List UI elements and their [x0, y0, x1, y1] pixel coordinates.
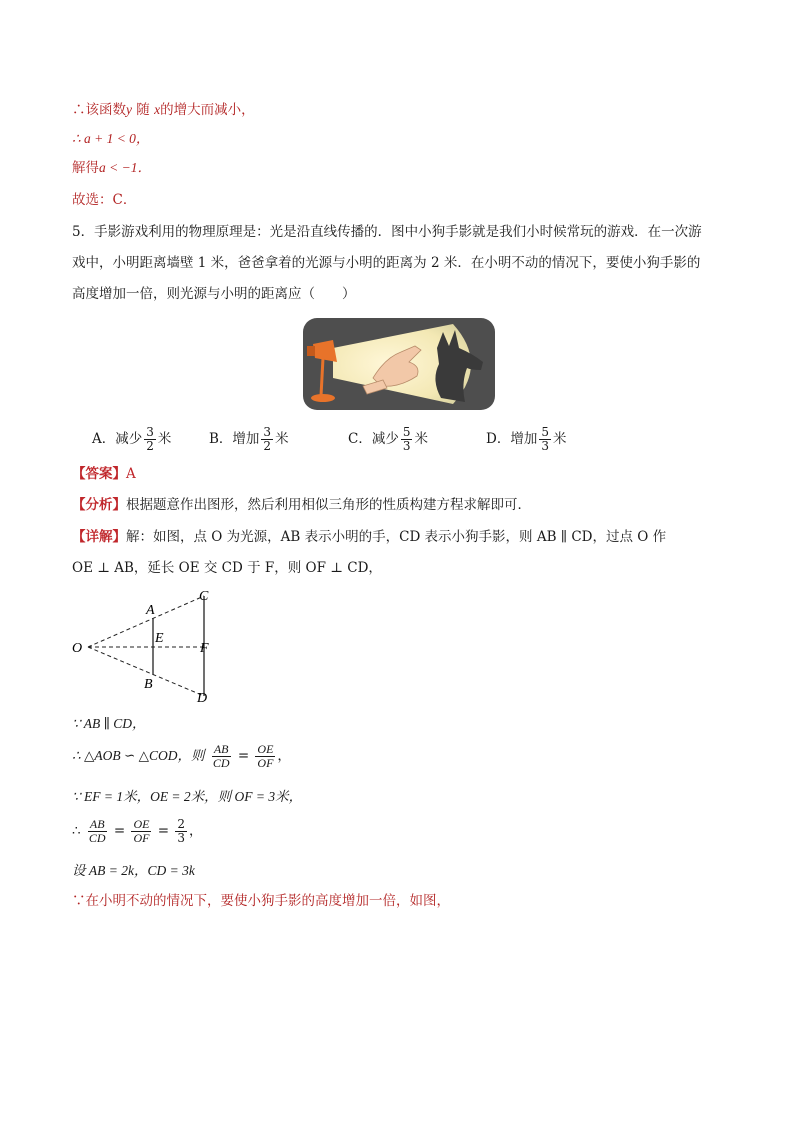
- prev-line-2: ∴ a + 1 < 0，: [72, 131, 150, 146]
- option-c[interactable]: C．减少 $\frac{5}{3}$ 米: [348, 425, 428, 453]
- label-o: O: [72, 641, 83, 656]
- option-b[interactable]: B．增加 $\frac{3}{2}$ 米: [209, 425, 289, 453]
- option-a[interactable]: A．减少 $\frac{3}{2}$ 米: [92, 425, 172, 453]
- label-f: F: [200, 641, 209, 656]
- answer-line: 【答案】A: [72, 466, 136, 482]
- step-5: 设 AB = 2k，CD = 3k: [72, 863, 195, 878]
- similar-triangles-diagram: [68, 586, 228, 706]
- question-line-1: 5．手影游戏利用的物理原理是：光是沿直线传播的．图中小狗手影就是我们小时候常玩的游戏．在一次游: [72, 224, 702, 240]
- step-1: ∵ AB ∥ CD，: [72, 716, 146, 731]
- step-2: ∴ △AOB ∽ △COD，则 $\frac{AB}{CD}$ = $\frac{OE}{OF}$ ，: [72, 742, 291, 770]
- lamp-base: [311, 394, 335, 402]
- option-d[interactable]: D．增加 $\frac{5}{3}$ 米: [486, 425, 567, 453]
- lamp-stand: [321, 358, 323, 396]
- prev-line-3: 解得a < −1．: [72, 160, 151, 176]
- question-line-3: 高度增加一倍，则光源与小明的距离应（ ）: [72, 286, 356, 302]
- label-e: E: [155, 631, 164, 646]
- detail-line-1: 【详解】解：如图，点 O 为光源，AB 表示小明的手，CD 表示小狗手影，则 AB ∥ CD，过点 O 作: [72, 529, 667, 545]
- step-3: ∵ EF = 1米，OE = 2米，则 OF = 3米，: [72, 789, 303, 804]
- detail-line-2: OE ⊥ AB，延长 OE 交 CD 于 F，则 OF ⊥ CD，: [72, 560, 382, 576]
- prev-line-1: ∴该函数y 随 x的增大而减小，: [72, 102, 255, 118]
- step-6: ∵在小明不动的情况下，要使小狗手影的高度增加一倍，如图，: [72, 893, 450, 909]
- shadow-play-illustration: [303, 318, 495, 410]
- step-4: ∴ $\frac{AB}{CD}$ = $\frac{OE}{OF}$ = $\frac{2}{3}$ ，: [72, 817, 203, 845]
- question-line-2: 戏中，小明距离墙壁 1 米，爸爸拿着的光源与小明的距离为 2 米．在小明不动的情况下，要使小狗手影的: [72, 255, 701, 271]
- label-c: C: [199, 589, 209, 604]
- label-a: A: [146, 603, 155, 618]
- lamp-back: [307, 346, 315, 356]
- prev-line-4: 故选：C．: [72, 192, 137, 208]
- analysis-line: 【分析】根据题意作出图形，然后利用相似三角形的性质构建方程求解即可．: [72, 497, 531, 513]
- label-b: B: [144, 677, 153, 692]
- label-d: D: [197, 691, 208, 706]
